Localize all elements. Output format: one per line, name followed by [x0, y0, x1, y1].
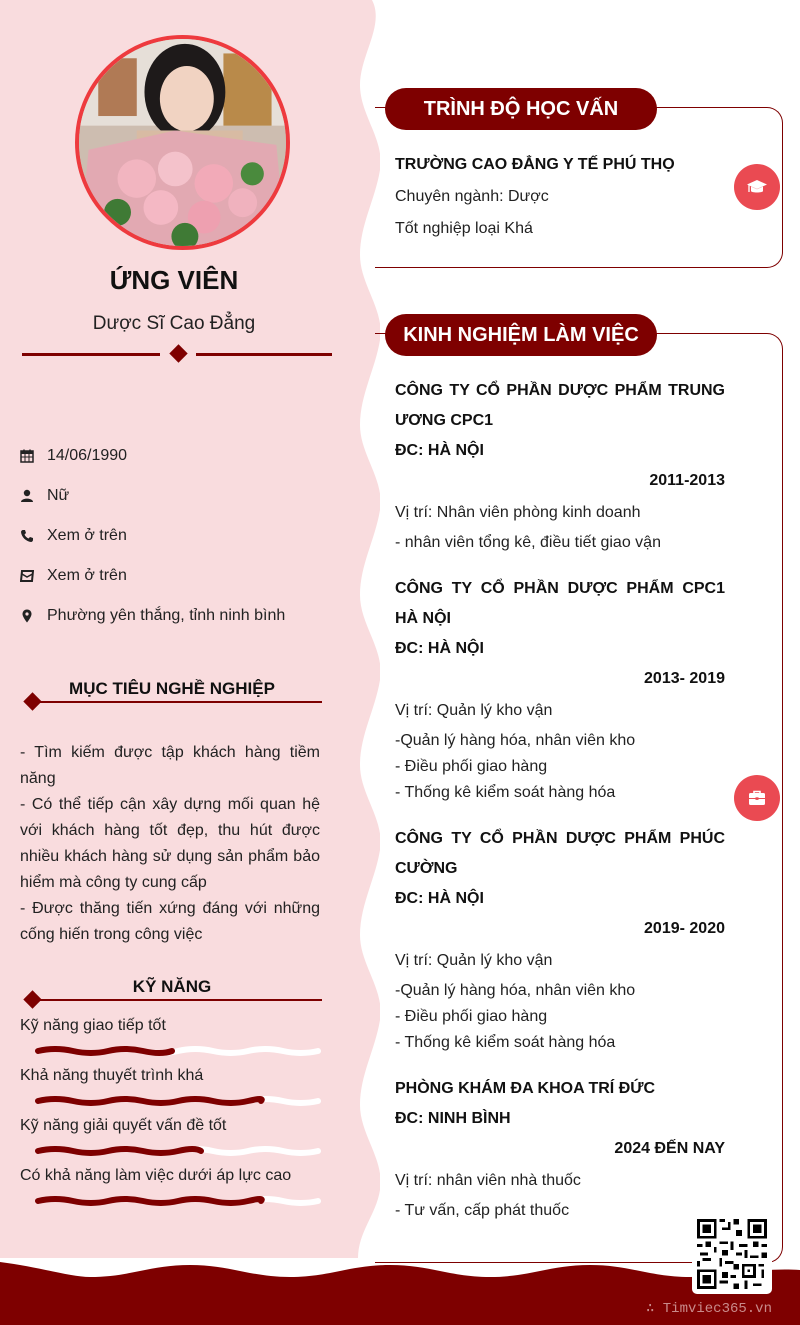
- education-heading: TRÌNH ĐỘ HỌC VẤN: [385, 88, 657, 130]
- skills-heading: [22, 977, 322, 1007]
- brand-watermark[interactable]: ∴ Timviec365.vn: [645, 1301, 772, 1317]
- skill-item: [20, 1114, 320, 1164]
- job-period: 2011-2013: [649, 472, 725, 489]
- skill-progress-bar: [35, 1096, 321, 1106]
- education-major: Chuyên ngành: Dược: [395, 188, 549, 205]
- skill-item: [20, 1164, 320, 1214]
- job-position: Vị trí: Quản lý kho vận: [395, 952, 553, 969]
- gender-value: Nữ: [47, 487, 70, 504]
- contact-address: [20, 596, 340, 636]
- envelope-icon: [20, 568, 47, 584]
- job-period: 2013- 2019: [644, 670, 725, 687]
- briefcase-icon: [746, 787, 768, 809]
- objective-line: - Có thể tiếp cận xây dựng mối quan hệ với khách hàng tốt đẹp, thu hút được nhiều khách hàng sử dụng sản phẩm bảo hiểm mà công ty cung cấp: [20, 796, 320, 891]
- objective-line: - Tìm kiếm được tập khách hàng tiềm năng: [20, 744, 320, 787]
- job-position: Vị trí: Nhân viên phòng kinh doanh: [395, 504, 641, 521]
- job-period: 2024 ĐẾN NAY: [614, 1140, 725, 1157]
- skill-progress-bar: [35, 1046, 321, 1056]
- company-name: PHÒNG KHÁM ĐA KHOA TRÍ ĐỨC: [395, 1080, 656, 1097]
- company-address: ĐC: HÀ NỘI: [395, 640, 484, 657]
- briefcase-badge: [734, 775, 780, 821]
- skill-label: Có khả năng làm việc dưới áp lực cao: [20, 1167, 292, 1184]
- skills-list: [20, 1014, 320, 1214]
- job-entry: [395, 574, 725, 806]
- address-value: Phường yên thắng, tỉnh ninh bình: [47, 607, 286, 624]
- qr-code[interactable]: [692, 1214, 772, 1294]
- job-position: Vị trí: Quản lý kho vận: [395, 702, 553, 719]
- company-name: CÔNG TY CỔ PHẦN DƯỢC PHẨM CPC1 HÀ NỘI: [395, 580, 725, 627]
- qr-code-icon: [697, 1219, 767, 1289]
- skill-progress-bar: [35, 1146, 321, 1156]
- skill-item: [20, 1064, 320, 1114]
- job-duty: - Thống kê kiểm soát hàng hóa: [395, 784, 616, 801]
- job-duty: - Thống kê kiểm soát hàng hóa: [395, 1034, 616, 1051]
- skill-item: [20, 1014, 320, 1064]
- job-position: Vị trí: nhân viên nhà thuốc: [395, 1172, 581, 1189]
- skills-title: KỸ NĂNG: [132, 977, 212, 996]
- skill-progress-bar: [35, 1196, 321, 1206]
- job-duty: - Tư vấn, cấp phát thuốc: [395, 1202, 570, 1219]
- experience-list: [395, 376, 725, 1232]
- job-entry: [395, 824, 725, 1056]
- candidate-name: ỨNG VIÊN: [109, 265, 239, 295]
- job-entry: [395, 1074, 725, 1224]
- avatar: [75, 35, 290, 250]
- contact-phone: [20, 516, 340, 556]
- user-icon: [20, 488, 47, 504]
- contact-birthday: [20, 436, 340, 476]
- education-entry: [395, 152, 725, 246]
- company-address: ĐC: HÀ NỘI: [395, 890, 484, 907]
- contact-gender: [20, 476, 340, 516]
- objective-line: - Được thăng tiến xứng đáng với những cống hiến trong công việc: [20, 900, 320, 943]
- job-period: 2019- 2020: [644, 920, 725, 937]
- candidate-title: Dược Sĩ Cao Đẳng: [92, 313, 256, 334]
- experience-heading: KINH NGHIỆM LÀM VIỆC: [385, 314, 657, 356]
- contact-email: [20, 556, 340, 596]
- email-value: Xem ở trên: [47, 567, 127, 584]
- skill-label: Kỹ năng giải quyết vấn đề tốt: [20, 1117, 227, 1134]
- objective-heading: [22, 679, 322, 709]
- job-duty: -Quản lý hàng hóa, nhân viên kho: [395, 982, 636, 999]
- birthday-value: 14/06/1990: [47, 447, 128, 464]
- job-entry: [395, 376, 725, 556]
- job-duty: -Quản lý hàng hóa, nhân viên kho: [395, 732, 636, 749]
- objective-text: [20, 740, 320, 948]
- school-name: TRƯỜNG CAO ĐẲNG Y TẾ PHÚ THỌ: [395, 156, 675, 173]
- job-duty: - nhân viên tổng kê, điều tiết giao vận: [395, 534, 661, 551]
- name-divider: [22, 346, 332, 362]
- job-duty: - Điều phối giao hàng: [395, 1008, 548, 1025]
- map-marker-icon: [20, 608, 47, 624]
- education-grade: Tốt nghiệp loại Khá: [395, 220, 533, 237]
- job-duty: - Điều phối giao hàng: [395, 758, 548, 775]
- graduation-cap-icon: [746, 176, 768, 198]
- skill-label: Khả năng thuyết trình khá: [20, 1067, 204, 1084]
- candidate-photo: [79, 39, 286, 246]
- contact-info: [20, 436, 340, 636]
- graduation-cap-badge: [734, 164, 780, 210]
- company-address: ĐC: HÀ NỘI: [395, 442, 484, 459]
- objective-title: MỤC TIÊU NGHỀ NGHIỆP: [69, 679, 275, 698]
- phone-value: Xem ở trên: [47, 527, 127, 544]
- calendar-icon: [20, 448, 47, 464]
- skill-label: Kỹ năng giao tiếp tốt: [20, 1017, 166, 1034]
- company-name: CÔNG TY CỔ PHẦN DƯỢC PHẨM PHÚC CƯỜNG: [395, 830, 725, 877]
- company-address: ĐC: NINH BÌNH: [395, 1110, 511, 1127]
- phone-icon: [20, 528, 47, 544]
- company-name: CÔNG TY CỔ PHẦN DƯỢC PHẨM TRUNG ƯƠNG CPC1: [395, 382, 725, 429]
